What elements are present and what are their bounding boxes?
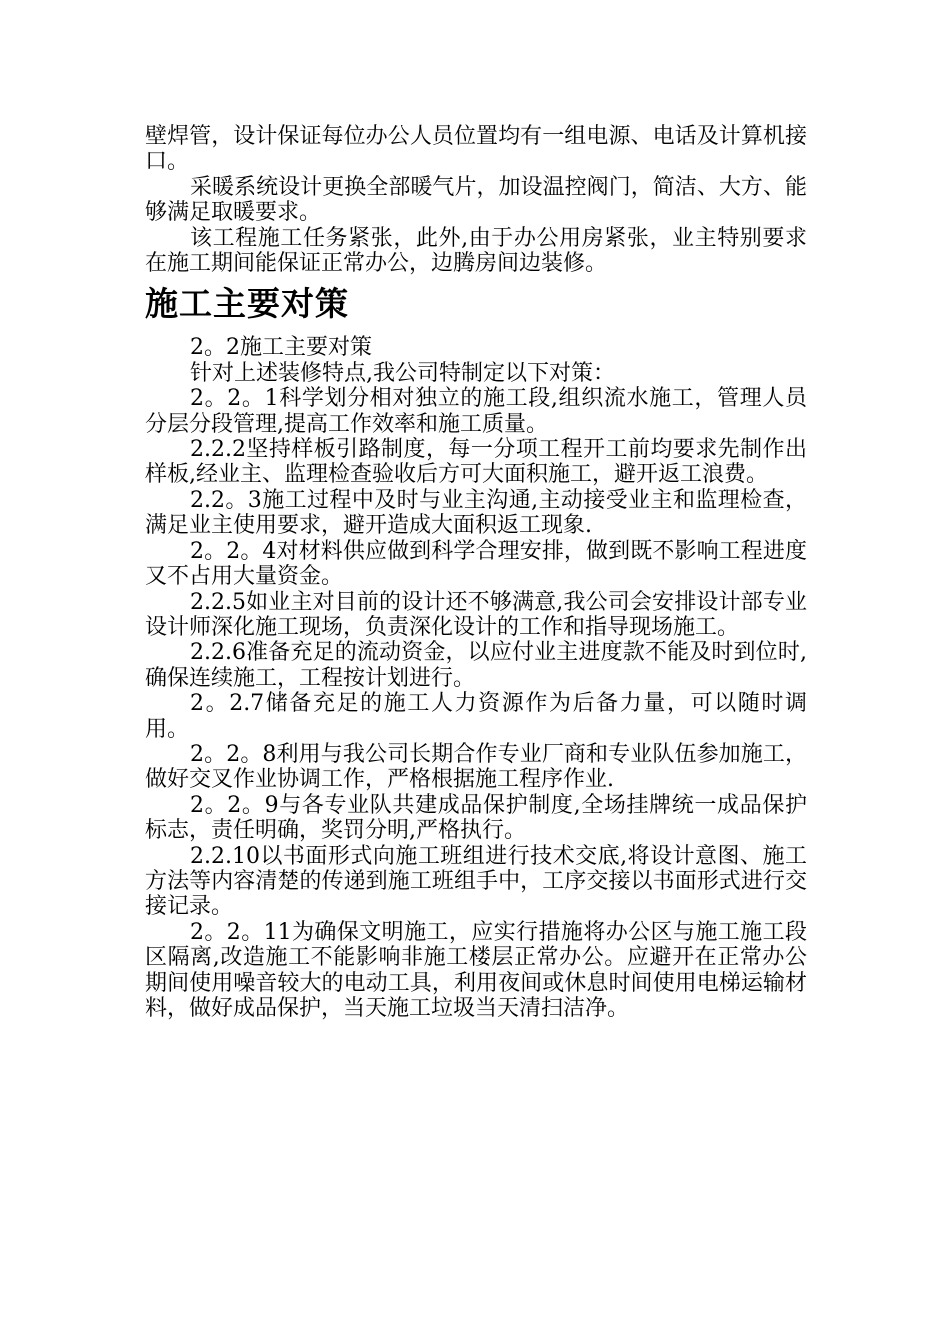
list-item: 2.2.6准备充足的流动资金，以应付业主进度款不能及时到位时,确保连续施工，工程按计划进行。 [145, 640, 807, 691]
list-item: 2.2.5如业主对目前的设计还不够满意,我公司会安排设计部专业设计师深化施工现场，负责深化设计的工作和指导现场施工。 [145, 589, 807, 640]
body-paragraph: 壁焊管，设计保证每位办公人员位置均有一组电源、电话及计算机接口。 [145, 124, 807, 175]
list-item: 2.2.2坚持样板引路制度，每一分项工程开工前均要求先制作出样板,经业主、监理检查验收后方可大面积施工，避开返工浪费。 [145, 437, 807, 488]
document-body [145, 124, 807, 1021]
section-heading: 施工主要对策 [145, 284, 349, 324]
subsection-title: 2。2施工主要对策 [190, 335, 372, 361]
list-item: 2.2.10以书面形式向施工班组进行技术交底,将设计意图、施工方法等内容清楚的传递到施工班组手中，工序交接以书面形式进行交接记录。 [145, 843, 807, 920]
body-paragraph: 采暖系统设计更换全部暖气片，加设温控阀门，简洁、大方、能够满足取暖要求。 [145, 174, 807, 226]
list-item: 2。2。9与各专业队共建成品保护制度,全场挂牌统一成品保护标志，责任明确，奖罚分明,严格执行。 [145, 792, 807, 844]
body-paragraph: 该工程施工任务紧张，此外,由于办公用房紧张，业主特别要求在施工期间能保证正常办公，边腾房间边装修。 [145, 225, 807, 277]
list-item: 2。2。1科学划分相对独立的施工段,组织流水施工，管理人员分层分段管理,提高工作效率和施工质量。 [145, 386, 807, 437]
list-item: 2。2。11为确保文明施工，应实行措施将办公区与施工施工段区隔离,改造施工不能影响非施工楼层正常办公。应避开在正常办公期间使用噪音较大的电动工具，利用夜间或休息时间使用电梯运输材料，做好成品保护，当天施工垃圾当天清扫洁净。 [145, 919, 807, 1021]
list-item: 2。2.7储备充足的施工人力资源作为后备力量，可以随时调用。 [145, 691, 807, 742]
list-item: 2。2。4对材料供应做到科学合理安排，做到既不影响工程进度又不占用大量资金。 [145, 538, 807, 590]
list-item: 2.2。3施工过程中及时与业主沟通,主动接受业主和监理检查，满足业主使用要求，避开造成大面积返工现象. [145, 487, 807, 539]
body-paragraph: 针对上述装修特点,我公司特制定以下对策： [190, 360, 615, 386]
list-item: 2。2。8利用与我公司长期合作专业厂商和专业队伍参加施工，做好交叉作业协调工作，严格根据施工程序作业. [145, 741, 807, 793]
